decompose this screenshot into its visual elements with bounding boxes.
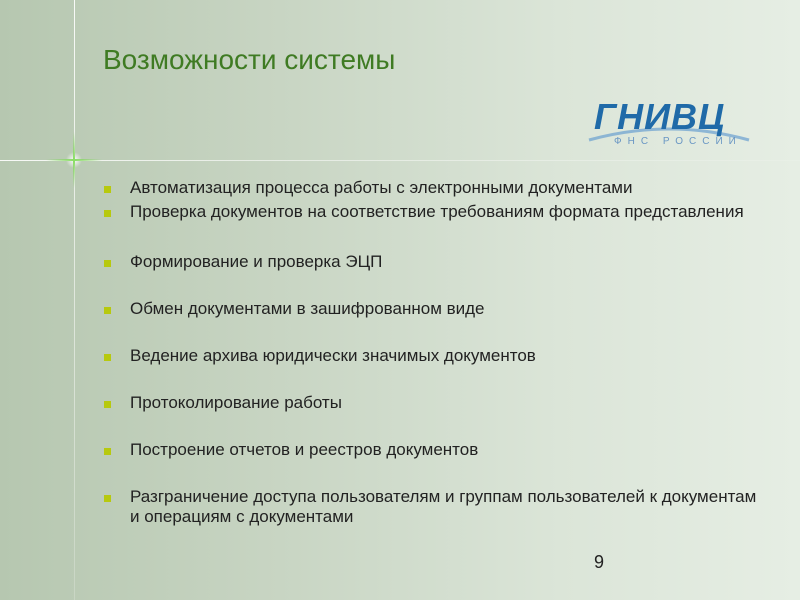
- bullet-marker-icon: [104, 354, 111, 361]
- bullet-text: Построение отчетов и реестров документов: [130, 440, 479, 459]
- bullet-item: [104, 440, 764, 460]
- bullet-list: [104, 178, 764, 527]
- bullet-text: Разграничение доступа пользователям и группам пользователей к документам и операциям с документами: [130, 487, 757, 526]
- slide-title: Возможности системы: [103, 44, 396, 75]
- bullet-marker-icon: [104, 401, 111, 408]
- bullet-marker-icon: [104, 448, 111, 455]
- bullet-text: Автоматизация процесса работы с электронными документами: [130, 178, 633, 197]
- bullet-item: [104, 178, 764, 198]
- bullet-item: [104, 393, 764, 413]
- bullet-item: [104, 346, 764, 366]
- bullet-item: [104, 487, 764, 527]
- bullet-text: Проверка документов на соответствие требованиям формата представления: [130, 202, 744, 221]
- bullet-text: Ведение архива юридически значимых документов: [130, 346, 536, 365]
- bullet-text: Формирование и проверка ЭЦП: [130, 252, 383, 271]
- bullet-text: Обмен документами в зашифрованном виде: [130, 299, 485, 318]
- logo-subtitle: ФНС РОССИИ: [614, 136, 742, 147]
- decorative-vertical-line: [74, 0, 75, 600]
- bullet-marker-icon: [104, 210, 111, 217]
- bullet-item: [104, 299, 764, 319]
- bullet-marker-icon: [104, 260, 111, 267]
- bullet-marker-icon: [104, 307, 111, 314]
- bullet-marker-icon: [104, 186, 111, 193]
- bullet-item: [104, 252, 764, 272]
- bullet-item: [104, 202, 764, 222]
- bullet-text: Протоколирование работы: [130, 393, 342, 412]
- company-logo: [584, 96, 754, 152]
- bullet-marker-icon: [104, 495, 111, 502]
- page-number: 9: [594, 552, 605, 572]
- decorative-horizontal-line: [0, 160, 800, 161]
- logo-text: ГНИВЦ: [594, 96, 726, 137]
